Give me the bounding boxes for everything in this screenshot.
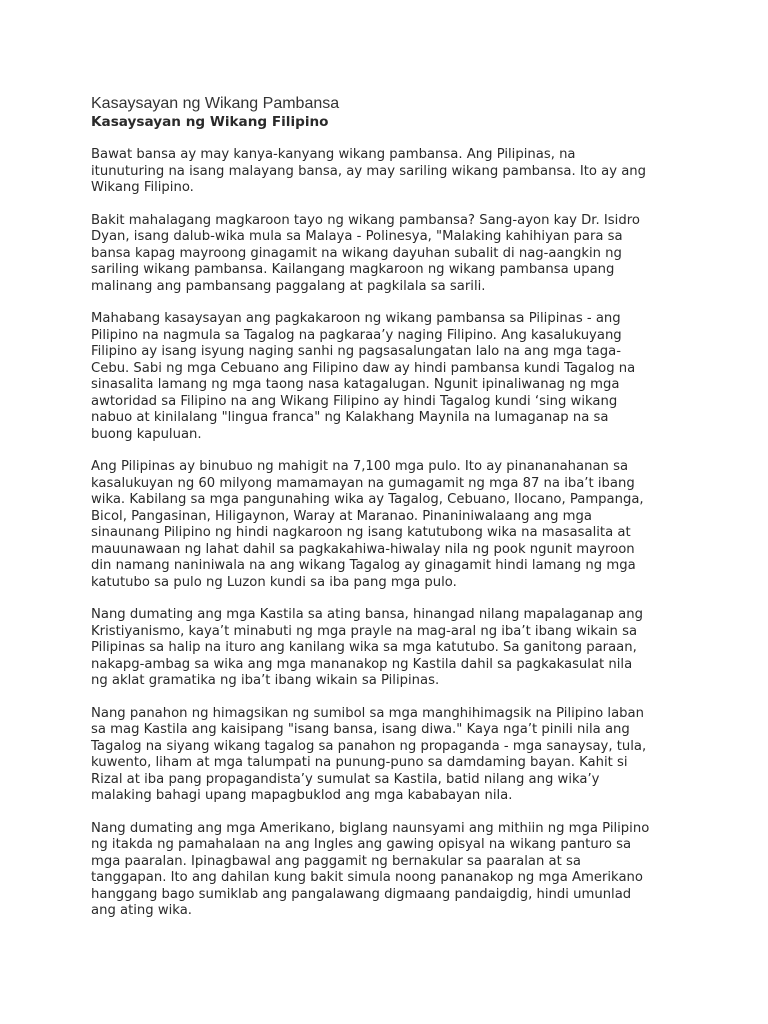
paragraph-line: Nang dumating ang mga Amerikano, biglang naunsyami ang mithiin ng mga Pilipino xyxy=(91,820,650,836)
paragraph-line: Bakit mahalagang magkaroon tayo ng wikang pambansa? Sang-ayon kay Dr. Isidro xyxy=(91,212,640,228)
paragraph-line: Cebu. Sabi ng mga Cebuano ang Filipino daw ay hindi pambansa kundi Tagalog na xyxy=(91,360,636,376)
paragraph xyxy=(91,459,691,591)
paragraph-line: Bicol, Pangasinan, Hiligaynon, Waray at Maranao. Pinaniniwalaang ang mga xyxy=(91,508,592,524)
paragraph-line: sinaunang Pilipino ng hindi nagkaroon ng isang katutubong wika na masasalita at xyxy=(91,525,631,540)
paragraph-line: Wikang Filipino. xyxy=(91,180,194,195)
paragraph xyxy=(91,607,691,690)
paragraph-line: Ang Pilipinas ay binubuo ng mahigit na 7,100 mga pulo. Ito ay pinananahanan sa xyxy=(91,459,629,474)
paragraph xyxy=(91,213,691,296)
paragraph-line: Pilipinas sa halip na ituro ang kanilang wika sa mga katutubo. Sa ganitong paraan, xyxy=(91,640,637,655)
document-title: Kasaysayan ng Wikang Pambansa xyxy=(91,95,340,112)
paragraph-line: mauunawaan ng lahat dahil sa pagkakahiwa-hiwalay nila ng pook ngunit mayroon xyxy=(91,541,635,557)
paragraph-line: Bawat bansa ay may kanya-kanyang wikang pambansa. Ang Pilipinas, na xyxy=(91,147,576,162)
paragraph-line: Mahabang kasaysayan ang pagkakaroon ng wikang pambansa sa Pilipinas - ang xyxy=(91,311,621,326)
paragraph-line: wika. Kabilang sa mga pangunahing wika ay Tagalog, Cebuano, Ilocano, Pampanga, xyxy=(91,492,644,507)
paragraph-line: nabuo at kinilalang "lingua franca" ng Kalakhang Maynila na lumaganap na sa xyxy=(91,410,609,425)
paragraph-line: nakapg-ambag sa wika ang mga mananakop ng Kastila dahil sa pagkakasulat nila xyxy=(91,656,633,672)
document-subtitle: Kasaysayan ng Wikang Filipino xyxy=(91,114,329,130)
paragraph-line: katutubo sa pulo ng Luzon kundi sa iba pang mga pulo. xyxy=(91,574,457,590)
paragraph-line: malinang ang pambansang paggalang at pagkilala sa sarili. xyxy=(91,278,486,294)
paragraph-line: Rizal at iba pang propagandista’y sumulat sa Kastila, batid nilang ang wika’y xyxy=(91,771,600,787)
paragraph-line: buong kapuluan. xyxy=(91,426,202,442)
paragraph-line: din namang naniniwala na ang wikang Tagalog ay ginagamit hindi lamang ng mga xyxy=(91,558,636,573)
paragraph-line: mga paaralan. Ipinagbawal ang paggamit ng bernakular sa paaralan at sa xyxy=(91,853,581,869)
paragraph xyxy=(91,311,691,443)
paragraph-line: ang ating wika. xyxy=(91,903,192,918)
paragraph-line: malaking bahagi upang mapagbuklod ang mga kababayan nila. xyxy=(91,788,513,803)
paragraph-line: ng aklat gramatika ng iba’t ibang wikain sa Pilipinas. xyxy=(91,673,440,688)
paragraph xyxy=(91,147,691,197)
paragraph-line: awtoridad sa Filipino na ang Wikang Filipino ay hindi Tagalog kundi ‘sing wikang xyxy=(91,393,618,409)
paragraph-line: kasalukuyan ng 60 milyong mamamayan na gumagamit ng mga 87 na iba’t ibang xyxy=(91,475,635,491)
paragraph-line: hanggang bago sumiklab ang pangalawang digmaang pandaigdig, hindi umunlad xyxy=(91,886,632,902)
paragraph-line: ng itakda ng pamahalaan na ang Ingles ang gawing opisyal na wikang panturo sa xyxy=(91,837,632,852)
paragraph xyxy=(91,821,691,920)
paragraph-line: tanggapan. Ito ang dahilan kung bakit simula noong pananakop ng mga Amerikano xyxy=(91,870,643,885)
paragraph-line: bansa kapag mayroong ginagamit na wikang dayuhan subalit di nag-aangkin ng xyxy=(91,245,622,261)
paragraph-line: sinasalita lamang ng mga taong nasa katagalugan. Ngunit ipinaliwanag ng mga xyxy=(91,377,620,392)
paragraph-line: Pilipino na nagmula sa Tagalog na pagkaraa’y naging Filipino. Ang kasalukuyang xyxy=(91,327,622,343)
paragraph-line: kuwento, liham at mga talumpati na punung-puno sa damdaming bayan. Kahit si xyxy=(91,755,628,770)
paragraph-line: Kristiyanismo, kaya’t minabuti ng mga prayle na mag-aral ng iba’t ibang wikain sa xyxy=(91,623,638,639)
document-page xyxy=(91,95,691,920)
paragraph-line: itunuturing na isang malayang bansa, ay may sariling wikang pambansa. Ito ay ang xyxy=(91,163,647,179)
paragraph-line: Nang dumating ang mga Kastila sa ating bansa, hinangad nilang mapalaganap ang xyxy=(91,607,643,622)
document-body xyxy=(91,147,691,920)
paragraph-line: Filipino ay isang isyung naging sanhi ng pagsasalungatan lalo na ang mga taga- xyxy=(91,344,621,359)
paragraph-line: Nang panahon ng himagsikan ng sumibol sa mga manghihimagsik na Pilipino laban xyxy=(91,705,644,721)
paragraph-line: Tagalog na siyang wikang tagalog sa panahon ng propaganda - mga sanaysay, tula, xyxy=(91,738,647,754)
paragraph xyxy=(91,706,691,805)
paragraph-line: sariling wikang pambansa. Kailangang magkaroon ng wikang pambansa upang xyxy=(91,262,615,277)
paragraph-line: Dyan, isang dalub-wika mula sa Malaya - Polinesya, "Malaking kahihiyan para sa xyxy=(91,229,623,244)
paragraph-line: sa mag Kastila ang kaisipang "isang bansa, isang diwa." Kaya nga’t pinili nila ang xyxy=(91,722,630,737)
